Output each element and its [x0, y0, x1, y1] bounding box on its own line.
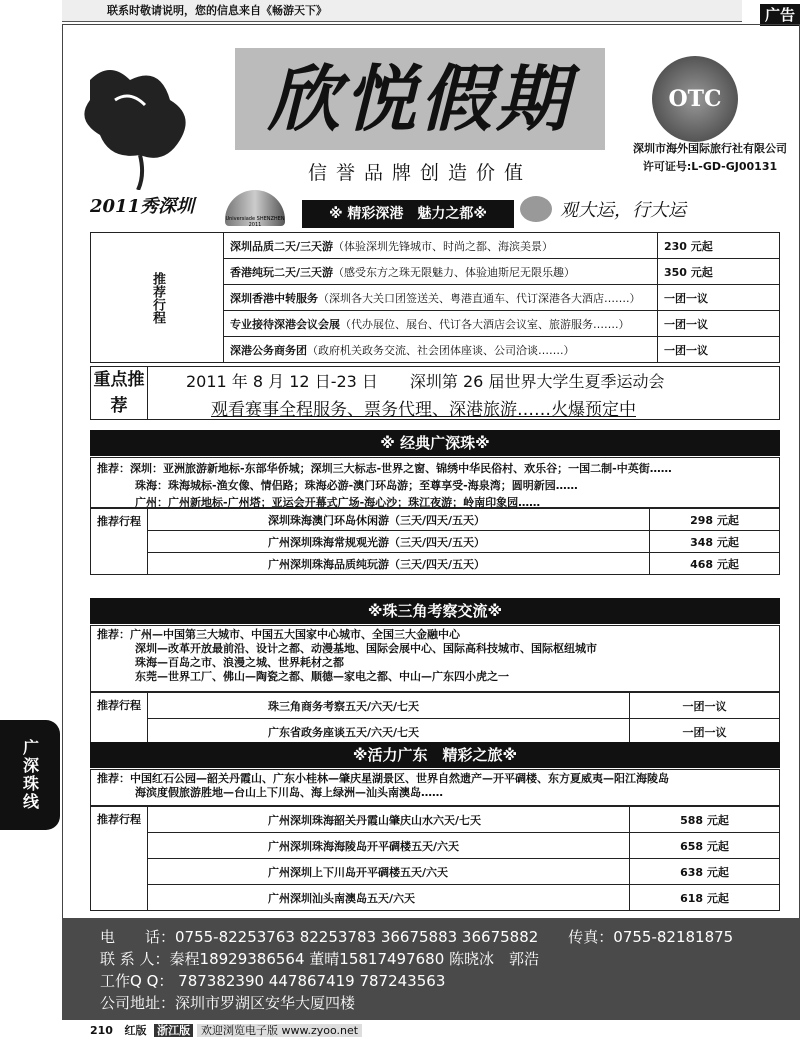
route-price: 638 元起: [630, 859, 780, 885]
company-name: 深圳市海外国际旅行社有限公司: [633, 142, 787, 155]
table-row: [91, 833, 780, 859]
contact-qq: 工作Q Q： 787382390 447867419 787243563: [100, 972, 446, 990]
top-notice-bar: [62, 0, 742, 22]
focus-line1: 2011 年 8 月 12 日-23 日 深圳第 26 届世界大学生夏季运动会: [186, 372, 665, 391]
intro-line: 推荐：中国红石公园—韶关丹霞山、广东小桂林—肇庆星湖景区、世界自然遗产—开平碉楼、东方夏威夷—阳江海陵岛: [97, 772, 669, 785]
section-routes-table: [90, 806, 780, 911]
table-row: [91, 859, 780, 885]
route-price: 一团一议: [630, 693, 780, 719]
contact-address: 公司地址：深圳市罗湖区安华大厦四楼: [100, 994, 356, 1012]
route-name: 专业接待深港会议会展: [230, 317, 340, 331]
universiade-logo: Universiade SHENZHEN 2011: [225, 190, 285, 226]
recommend-table: [90, 232, 780, 363]
route-name: 深港公务商务团: [230, 343, 307, 357]
route-cell: [224, 311, 658, 337]
route-desc: （体验深圳先锋城市、时尚之都、海滨美景）: [333, 239, 554, 253]
license-number: 许可证号:L-GD-GJ00131: [642, 160, 778, 173]
route-price: 468 元起: [650, 553, 780, 575]
brand-title: 欣悦假期: [235, 48, 605, 150]
route-name: 香港纯玩二天/三天游: [230, 265, 334, 279]
section-routes-table: [90, 508, 780, 575]
routes-label: 推荐行程: [91, 807, 148, 911]
routes-label: 推荐行程: [91, 693, 148, 745]
routes-label: 推荐行程: [91, 509, 148, 575]
focus-label: 重点推荐: [91, 367, 148, 419]
intro-line: 推荐：广州—中国第三大城市、中国五大国家中心城市、全国三大金融中心: [97, 628, 460, 641]
route-name: 广州深圳珠海品质纯玩游（三天/四天/五天）: [148, 553, 650, 575]
contact-people: 联 系 人：秦程18929386564 董晴15817497680 陈晓冰 郭浩: [100, 950, 540, 968]
table-row: [91, 719, 780, 745]
route-name: 广州深圳珠海常规观光游（三天/四天/五天）: [148, 531, 650, 553]
section-intro: [90, 625, 780, 692]
route-desc: （深圳各大关口团签送关、粤港直通车、代订深港各大酒店…….）: [318, 291, 641, 305]
route-price: 588 元起: [630, 807, 780, 833]
route-name: 珠三角商务考察五天/六天/七天: [148, 693, 630, 719]
intro-line: 珠海：珠海城标-渔女像、情侣路；珠海必游-澳门环岛游；至尊享受-海泉湾；圆明新园……: [135, 479, 578, 492]
intro-line: 广州：广州新地标-广州塔；亚运会开幕式广场-海心沙；珠江夜游；岭南印象园……: [135, 496, 541, 509]
route-name: 广州深圳珠海海陵岛开平碉楼五天/六天: [148, 833, 630, 859]
side-tab-label: 广深珠线: [20, 739, 40, 811]
banner-center: ※ 精彩深港 魅力之都※: [302, 200, 514, 228]
route-cell: [224, 259, 658, 285]
table-row: [91, 693, 780, 719]
route-desc: （感受东方之珠无限魅力、体验迪斯尼无限乐趣）: [333, 265, 576, 279]
ad-tag: 广告: [760, 4, 800, 26]
contact-panel: [62, 918, 800, 1020]
route-name: 广州深圳上下川岛开平碉楼五天/六天: [148, 859, 630, 885]
route-name: 广州深圳珠海韶关丹霞山肇庆山水六天/七天: [148, 807, 630, 833]
section-intro: [90, 457, 780, 508]
side-tab: [0, 720, 60, 830]
route-price: 348 元起: [650, 531, 780, 553]
route-price: 298 元起: [650, 509, 780, 531]
route-name: 深圳珠海澳门环岛休闲游（三天/四天/五天）: [148, 509, 650, 531]
notice-text: 联系时敬请说明，您的信息来自《畅游天下》: [107, 4, 327, 17]
mascot-icon: [520, 196, 552, 222]
route-name: 深圳品质二天/三天游: [230, 239, 334, 253]
flower-logo-icon: [70, 60, 200, 190]
promo-link[interactable]: 欢迎浏览电子版 www.zyoo.net: [197, 1024, 362, 1037]
route-price: 一团一议: [630, 719, 780, 745]
intro-line: 珠海—百岛之市、浪漫之城、世界耗材之都: [135, 656, 344, 669]
table-row: [91, 531, 780, 553]
intro-line: 推荐：深圳：亚洲旅游新地标-东部华侨城；深圳三大标志-世界之窗、锦绣中华民俗村、欢乐谷；一国二制-中英街……: [97, 462, 672, 475]
intro-line: 东莞—世界工厂、佛山—陶瓷之都、顺德—家电之都、中山—广东四小虎之一: [135, 670, 509, 683]
banner-left: 2011秀深圳: [90, 196, 195, 217]
region-edition: 浙江版: [154, 1024, 193, 1037]
route-price: 一团一议: [658, 337, 780, 363]
route-cell: [224, 337, 658, 363]
route-desc: （政府机关政务交流、社会团体座谈、公司洽谈…….）: [307, 343, 575, 357]
route-name: 深圳香港中转服务: [230, 291, 318, 305]
route-price: 618 元起: [630, 885, 780, 911]
page-footer: [90, 1022, 362, 1038]
otc-globe-logo: OTC: [652, 56, 738, 142]
section-intro: [90, 769, 780, 806]
banner-right: 观大运，行大运: [560, 200, 686, 221]
route-cell: [224, 285, 658, 311]
route-price: 一团一议: [658, 285, 780, 311]
intro-line: 深圳—改革开放最前沿、设计之都、动漫基地、国际会展中心、国际高科技城市、国际枢纽城市: [135, 642, 597, 655]
section-routes-table: [90, 692, 780, 745]
intro-line: 海滨度假旅游胜地—台山上下川岛、海上绿洲—汕头南澳岛……: [135, 786, 443, 799]
section-header: ※活力广东 精彩之旅※: [90, 742, 780, 768]
route-name: 广州深圳汕头南澳岛五天/六天: [148, 885, 630, 911]
page-number: 210: [90, 1024, 113, 1037]
route-cell: [224, 233, 658, 259]
table-row: [91, 233, 780, 259]
table-row: [91, 553, 780, 575]
slogan: 信誉品牌创造价值: [307, 162, 532, 184]
edition: 红版: [124, 1024, 147, 1037]
route-price: 230 元起: [658, 233, 780, 259]
table-row: [91, 509, 780, 531]
route-price: 一团一议: [658, 311, 780, 337]
table-row: [91, 885, 780, 911]
focus-recommend: [90, 366, 780, 420]
section-header: ※珠三角考察交流※: [90, 598, 780, 624]
recommend-label: 推荐行程: [91, 233, 224, 363]
route-price: 350 元起: [658, 259, 780, 285]
table-row: [91, 807, 780, 833]
section-header: ※ 经典广深珠※: [90, 430, 780, 456]
route-name: 广东省政务座谈五天/六天/七天: [148, 719, 630, 745]
route-desc: （代办展位、展台、代订各大酒店会议室、旅游服务…….）: [340, 317, 630, 331]
contact-phone: 电 话：0755-82253763 82253783 36675883 36675882 传真：0755-82181875: [100, 928, 734, 946]
focus-line2: 观看赛事全程服务、票务代理、深港旅游……火爆预定中: [211, 400, 636, 420]
route-price: 658 元起: [630, 833, 780, 859]
